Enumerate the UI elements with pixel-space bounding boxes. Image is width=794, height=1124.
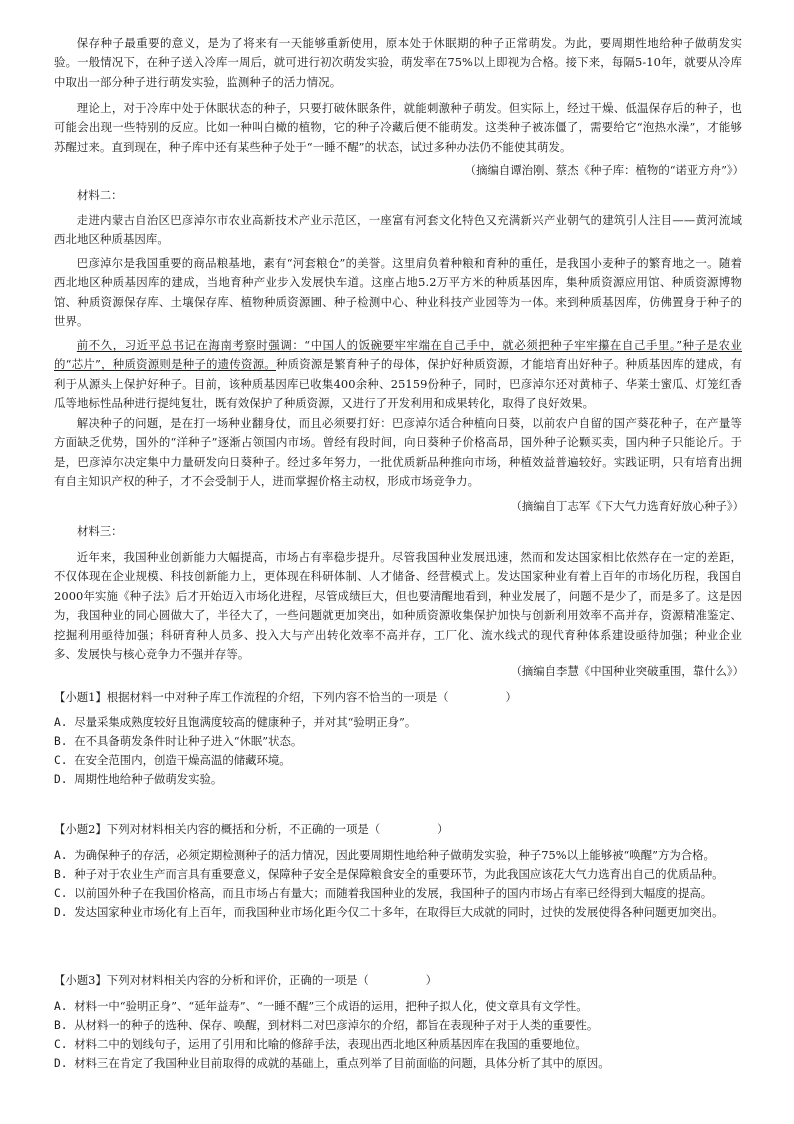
question-2-options	[54, 846, 744, 922]
question-3-option-c[interactable]: C. 材料二中的划线句子，运用了引用和比喻的修辞手法，表现出西北地区种质基因库在我国的重要地位。	[54, 1037, 587, 1051]
question-2-option-b[interactable]: B. 种子对于农业生产而言具有重要意义，保障种子安全是保障粮食安全的重要环节，为此我国应该花大气力选育出自己的优质品种。	[54, 867, 724, 881]
material2-source: （摘编自丁志军《下大气力选育好放心种子》）	[510, 499, 744, 513]
material2-label: 材料二：	[77, 188, 123, 202]
question-1-option-b[interactable]: B. 在不具备萌发条件时让种子进入“休眠”状态。	[54, 734, 303, 748]
question-1-options	[54, 713, 744, 789]
material3-source: （摘编自李慧《中国种业突破重围，靠什么》）	[510, 664, 744, 678]
question-3-option-a[interactable]: A. 材料一中“验明正身”、“延年益寿”、“一睡不醒”三个成语的运用，把种子拟人化，使文章具有文学性。	[54, 999, 588, 1013]
material2-paragraph-1: 走进内蒙古自治区巴彦淖尔市农业高新技术产业示范区，一座富有河套文化特色又充满新兴产业朝气的建筑引人注目——黄河流域西北地区种质基因库。	[54, 213, 742, 247]
material3-paragraph-1: 近年来，我国种业创新能力大幅提高，市场占有率稳步提升。尽管我国种业发展迅速，然而和发达国家相比依然存在一定的差距，不仅体现在企业规模、科技创新能力上，更体现在科研体制、人才储备、经营模式上。发达国家种业有着上百年的市场化历程，我国自2000年实施《种子法》后才开始迈入市场化进程，尽管成绩巨大，但也要清醒地看到，种业发展了，问题不是少了，而是多了。这是因为，我国种业的同心圆做大了，半径大了，一些问题就更加突出，如种质资源收集保护加快与创新利用效率不高并存，资源精准鉴定、挖掘利用亟待加强；科研育种人员多、投入大与产出转化效率不高并存，工厂化、流水线式的现代育种体系建设亟待加强；种业企业多、发展快与核心竞争力不强并存等。	[54, 550, 742, 662]
question-1-option-d[interactable]: D. 周期性地给种子做萌发实验。	[54, 772, 223, 786]
question-2-option-d[interactable]: D. 发达国家种业市场化有上百年，而我国种业市场化距今仅二十多年，在取得巨大成就的同时，过快的发展使得各种问题更加突出。	[54, 905, 724, 919]
material2-paragraph-2: 巴彦淖尔是我国重要的商品粮基地，素有“河套粮仓”的美誉。这里肩负着种粮和育种的重任，是我国小麦种子的繁育地之一。随着西北地区种质基因库的建成，当地育种产业步入发展快车道。这座占地5.2万平方米的种质基因库，集种质资源应用馆、种质资源博物馆、种质资源保存库、土壤保存库、植物种质资源圃、种子检测中心、种业科技产业园等为一体。来到种质基因库，仿佛置身于种子的世界。	[54, 256, 742, 329]
material3-label: 材料三：	[77, 524, 123, 538]
question-1-option-a[interactable]: A. 尽量采集成熟度较好且饱满度较高的健康种子，并对其“验明正身”。	[54, 715, 417, 729]
passage1-source: （摘编自谭治刚、蔡杰《种子库：植物的“诺亚方舟”》）	[464, 163, 744, 177]
question-1-option-c[interactable]: C. 在安全范围内，创造干燥高温的储藏环境。	[54, 753, 291, 767]
question-3-option-b[interactable]: B. 从材料一的种子的选种、保存、唤醒，到材料二对巴彦淖尔的介绍，都旨在表现种子对于人类的重要性。	[54, 1018, 599, 1032]
question-3-options	[54, 997, 744, 1073]
material2-paragraph-3-rest: 种质资源是繁育种子的母体，保护好种质资源，才能培育出好种子。种质基因库的建成，有利于从源头上保护好种子。目前，该种质基因库已收集400余种、25159份种子，同时，巴彦淖尔还对黄柿子、华莱士蜜瓜、灯笼红香瓜等地标性品种进行提纯复壮，既有效保护了种质资源，又进行了开发利用和成果转化，取得了良好效果。	[54, 357, 742, 411]
question-3-option-d[interactable]: D. 材料三在肯定了我国种业目前取得的成就的基础上，重点列举了目前面临的问题，具体分析了其中的原因。	[54, 1056, 610, 1070]
underlined-quote-sentence: 前不久，习近平总书记在海南考察时强调：“中国人的饭碗要牢牢端在自己手中，就必须把种子牢牢攥在自己手里。”种子是农业的“芯片”，种质资源则是种子的遗传资源。	[54, 338, 742, 372]
question-2-stem: 【小题2】下列对材料相关内容的概括和分析，不正确的一项是（ ）	[54, 822, 449, 836]
passage1-paragraph-1: 保存种子最重要的意义，是为了将来有一天能够重新使用，原本处于休眠期的种子正常萌发。为此，要周期性地给种子做萌发实验。一般情况下，在种子送入冷库一周后，就可进行初次萌发实验，萌发率在75%以上即视为合格。接下来，每隔5-10年，就要从冷库中取出一部分种子进行萌发实验，监测种子的活力情况。	[54, 36, 742, 89]
material2-paragraph-3	[54, 336, 742, 414]
question-2-option-a[interactable]: A. 为确保种子的存活，必须定期检测种子的活力情况，因此要周期性地给种子做萌发实验，种子75%以上能够被“唤醒”方为合格。	[54, 848, 715, 862]
question-2-option-c[interactable]: C. 以前国外种子在我国价格高，而且市场占有量大；而随着我国种业的发展，我国种子的国内市场占有率已经得到大幅度的提高。	[54, 886, 713, 900]
question-3-stem: 【小题3】下列对材料相关内容的分析和评价，正确的一项是（ ）	[54, 973, 438, 987]
question-1-stem: 【小题1】根据材料一中对种子库工作流程的介绍，下列内容不恰当的一项是（ ）	[54, 690, 517, 704]
passage1-paragraph-2: 理论上，对于冷库中处于休眠状态的种子，只要打破休眠条件，就能刺激种子萌发。但实际上，经过干燥、低温保存后的种子，也可能会出现一些特别的反应。比如一种叫白橄的植物，它的种子冷藏后便不能萌发。这类种子被冻僵了，需要给它“泡热水澡”，才能够苏醒过来。直到现在，种子库中还有某些种子处于“一睡不醒”的状态，试过多种办法仍不能使其萌发。	[54, 101, 742, 154]
material2-paragraph-4: 解决种子的问题，是在打一场种业翻身仗，而且必须要打好：巴彦淖尔适合种植向日葵，以前农户自留的国产葵花种子，在产量等方面缺乏优势，国外的“洋种子”逐渐占领国内市场。曾经有段时间，向日葵种子价格高昂，国外种子论颗买卖，国内种子只能论斤。于是，巴彦淖尔决定集中力量研发向日葵种子。经过多年努力，一批优质新品种推向市场，种植效益普遍较好。实践证明，只有培育出拥有自主知识产权的种子，才不会受制于人，进而掌握价格主动权，形成市场竞争力。	[54, 416, 742, 489]
